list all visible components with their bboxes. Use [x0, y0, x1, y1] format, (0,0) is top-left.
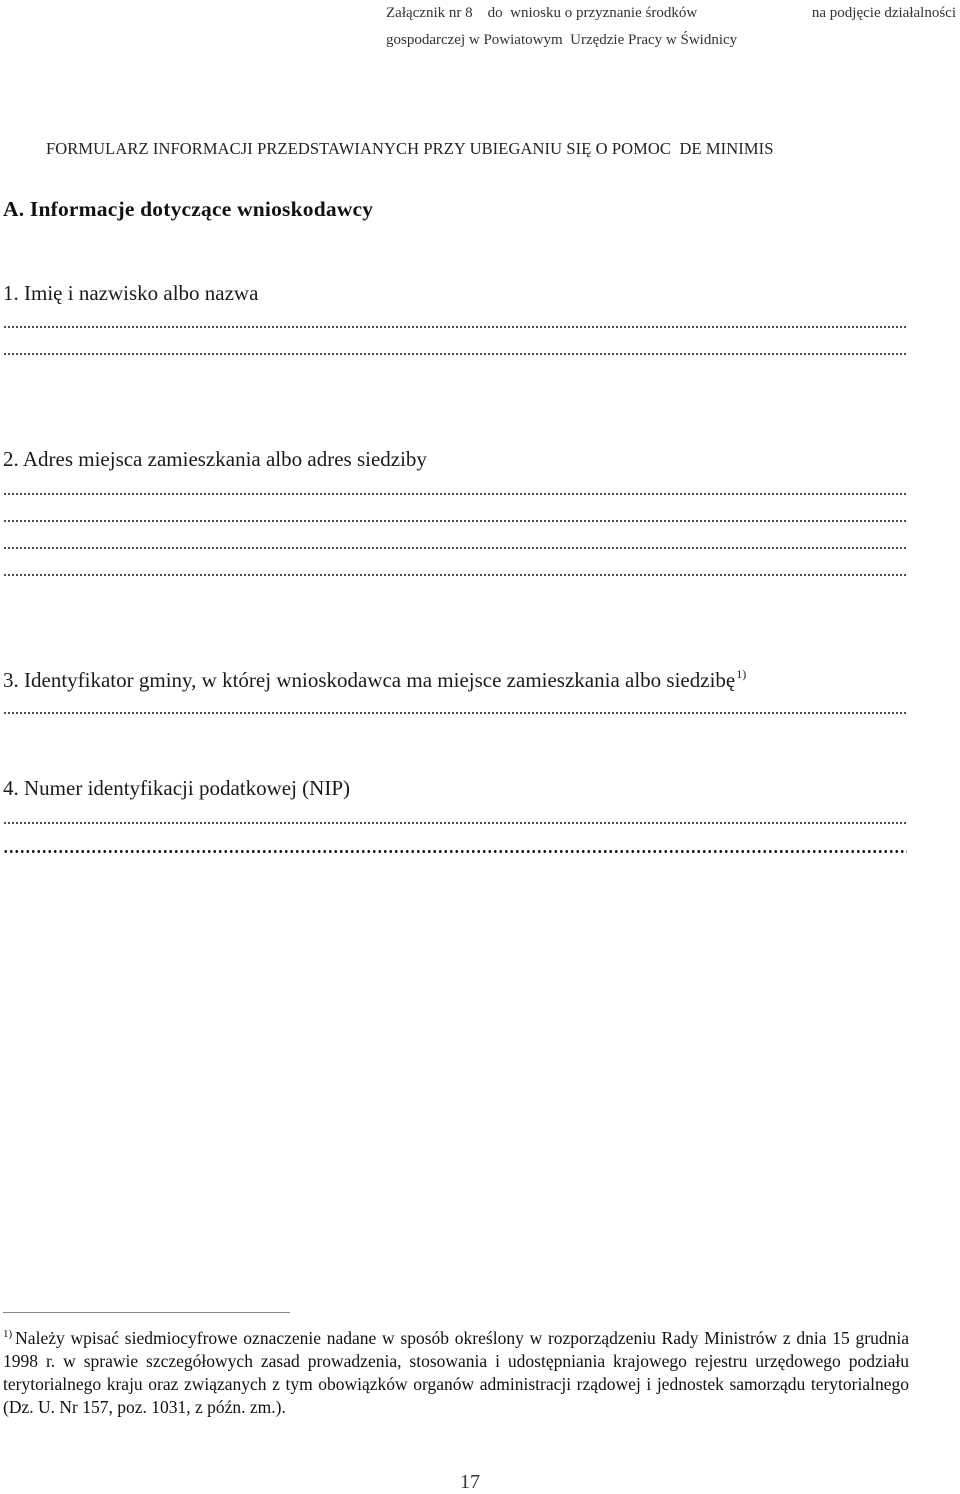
field-2-input-line-2[interactable]	[3, 520, 907, 522]
section-a-title: A. Informacje dotyczące wnioskodawcy	[3, 197, 374, 221]
footnote	[3, 1323, 909, 1419]
field-3-footnote-ref: 1)	[736, 667, 747, 681]
footnote-separator	[3, 1312, 290, 1313]
field-2-input-line-4[interactable]	[3, 574, 907, 576]
field-1-label: 1. Imię i nazwisko albo nazwa	[3, 281, 259, 305]
footnote-marker: 1)	[3, 1328, 13, 1340]
field-3-label	[3, 667, 746, 693]
field-4-input-line-1[interactable]	[3, 822, 907, 824]
document-header	[386, 0, 958, 54]
field-2-input-line-3[interactable]	[3, 547, 907, 549]
field-2-input-line-1[interactable]	[3, 493, 907, 495]
field-4-label: 4. Numer identyfikacji podatkowej (NIP)	[3, 776, 350, 800]
field-3-label-text: 3. Identyfikator gminy, w której wnioskodawca ma miejsce zamieszkania albo siedzibę	[3, 668, 736, 692]
header-attachment-text-right: na podjęcie działalności	[811, 5, 956, 21]
form-title: FORMULARZ INFORMACJI PRZEDSTAWIANYCH PRZY UBIEGANIU SIĘ O POMOC DE MINIMIS	[46, 139, 774, 158]
footnote-text: Należy wpisać siedmiocyfrowe oznaczenie nadane w sposób określony w rozporządzeniu Rady Ministrów z dnia 15 grudnia 1998 r. w sprawie szczegółowych zasad prowadzenia, stosowania i udostępniania krajowego rejestru urzędowego podziału terytorialnego kraju oraz związanych z tym obowiązków organów administracji rządowej i jednostek samorządu terytorialnego (Dz. U. Nr 157, poz. 1031, z późn. zm.).	[3, 1328, 909, 1417]
header-line-2: gospodarczej w Powiatowym Urzędzie Pracy w Świdnicy	[386, 32, 738, 48]
header-line-1	[386, 0, 958, 27]
field-3-input-line-1[interactable]	[3, 712, 907, 714]
header-attachment-text: Załącznik nr 8 do wniosku o przyznanie środków	[386, 5, 698, 21]
field-4-input-line-2[interactable]	[3, 850, 907, 853]
field-2-label: 2. Adres miejsca zamieszkania albo adres siedziby	[3, 447, 427, 471]
field-1-input-line-1[interactable]	[3, 326, 907, 328]
page-number: 17	[460, 1471, 480, 1493]
field-1-input-line-2[interactable]	[3, 353, 907, 355]
